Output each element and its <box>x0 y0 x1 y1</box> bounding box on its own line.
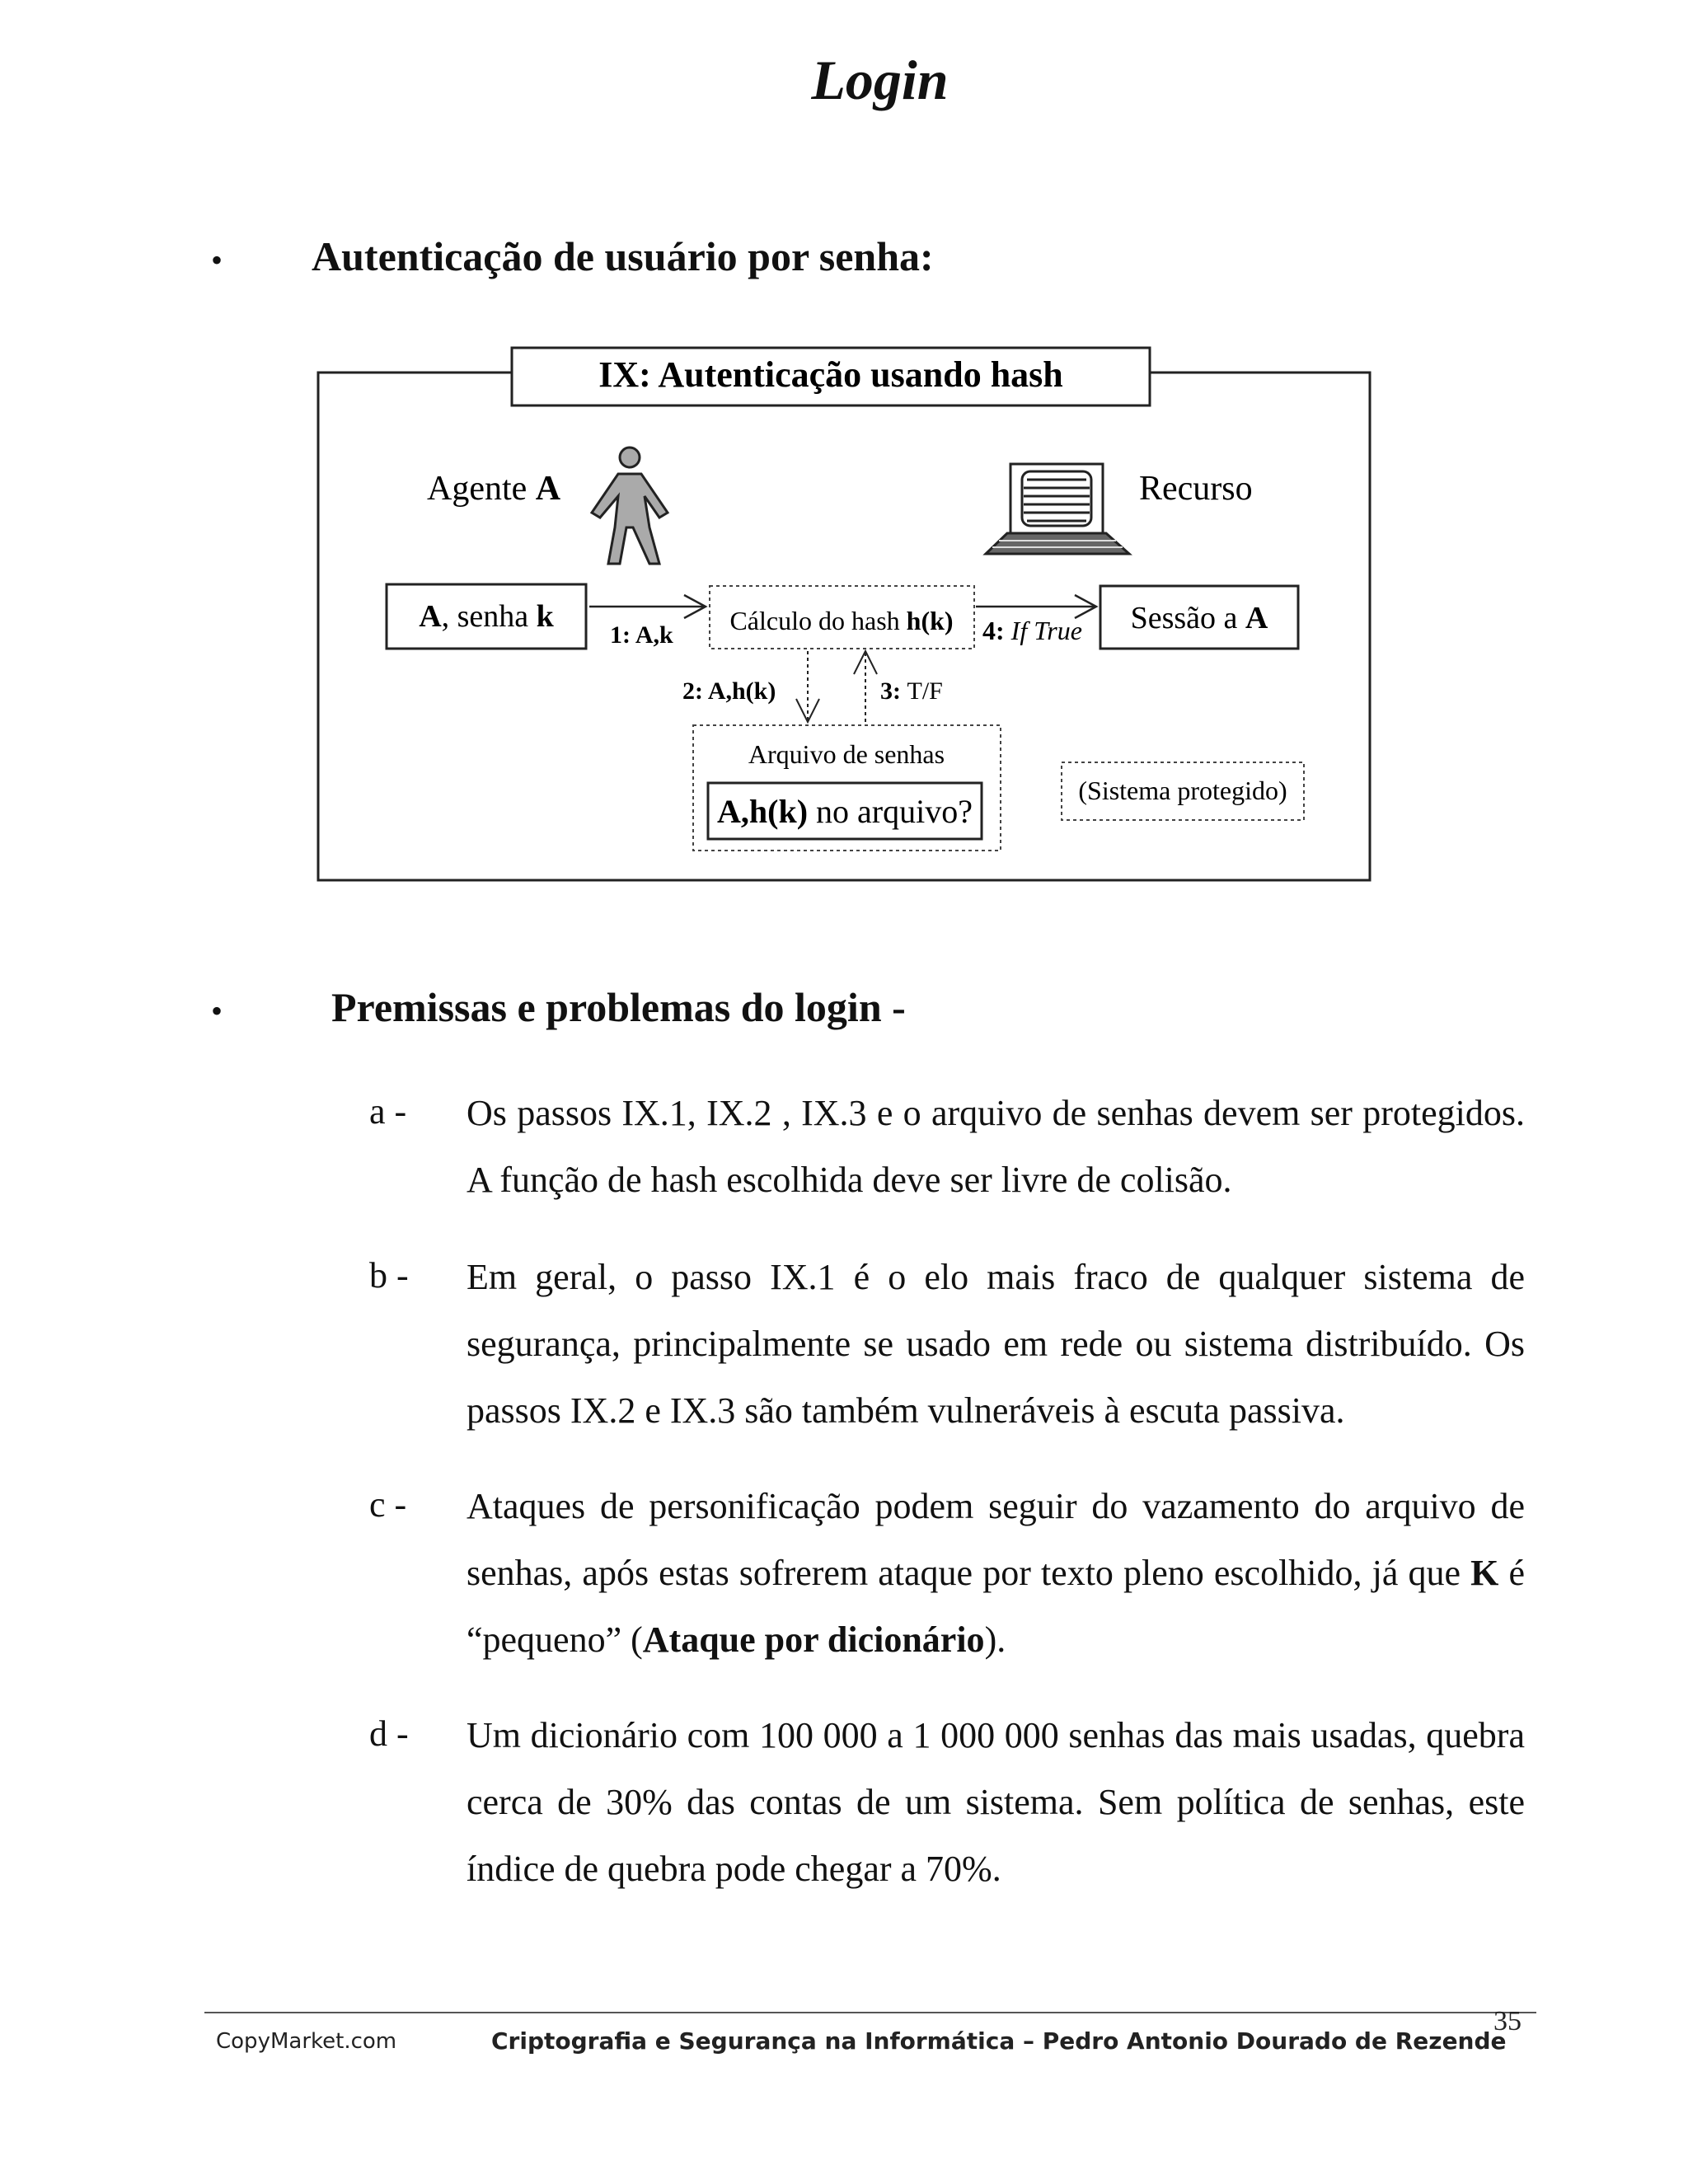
arrow-step-1 <box>589 595 706 618</box>
footer-divider <box>204 2012 1536 2013</box>
protected-system-text: (Sistema protegido) <box>1078 776 1287 805</box>
hash-calc-text: Cálculo do hash h(k) <box>729 606 954 635</box>
arrow-step-2 <box>796 651 819 722</box>
agent-label: Agente A <box>427 470 561 508</box>
list-item-text: Ataques de personificação podem seguir do vazamento do arquivo de senhas, após estas sofrerem ataque por texto pleno escolhido, já que K é “pequeno” (Ataque por dicionário). <box>467 1486 1525 1660</box>
step-2-label: 2: A,h(k) <box>682 677 776 705</box>
list-item-label: c - <box>369 1484 407 1525</box>
footer-book-title: Criptografia e Segurança na Informática – Pedro Antonio Dourado de Rezende <box>491 2027 1507 2055</box>
list-item-text: Os passos IX.1, IX.2 , IX.3 e o arquivo de senhas devem ser protegidos. A função de hash escolhida deve ser livre de colisão. <box>467 1093 1525 1200</box>
page-number: 35 <box>1493 2006 1522 2036</box>
section-heading-premises: Premissas e problemas do login - <box>331 984 906 1030</box>
arrow-step-4 <box>976 595 1096 618</box>
bullet-marker: • <box>211 241 223 279</box>
resource-label: Recurso <box>1139 470 1253 508</box>
bullet-marker: • <box>211 992 223 1029</box>
password-query-text: A,h(k) no arquivo? <box>717 793 973 830</box>
user-credentials-text: A, senha k <box>419 599 554 634</box>
auth-hash-diagram <box>0 0 1688 907</box>
list-item-label: d - <box>369 1713 409 1754</box>
arrow-step-3 <box>854 651 877 722</box>
step-1-label: 1: A,k <box>610 621 673 649</box>
list-item-label: b - <box>369 1255 409 1296</box>
step-4-label: 4: If True <box>982 616 1082 645</box>
list-item-text: Um dicionário com 100 000 a 1 000 000 senhas das mais usadas, quebra cerca de 30% das contas de um sistema. Sem política de senhas, este índice de quebra pode chegar a 70%. <box>467 1715 1525 1889</box>
list-item-text: Em geral, o passo IX.1 é o elo mais fraco de qualquer sistema de segurança, principalmente se usado em rede ou sistema distribuído. Os passos IX.2 e IX.3 são também vulneráveis à escuta passiva. <box>467 1257 1525 1431</box>
password-file-title: Arquivo de senhas <box>748 739 945 769</box>
section-heading-auth: Autenticação de usuário por senha: <box>312 233 934 279</box>
session-text: Sessão a A <box>1130 601 1268 635</box>
computer-icon <box>986 464 1129 554</box>
page-title: Login <box>811 49 949 111</box>
person-icon <box>592 448 668 564</box>
diagram-title: IX: Autenticação usando hash <box>598 354 1063 395</box>
footer-site: CopyMarket.com <box>216 2029 397 2054</box>
step-3-label: 3: T/F <box>880 677 943 705</box>
list-item-label: a - <box>369 1091 407 1132</box>
